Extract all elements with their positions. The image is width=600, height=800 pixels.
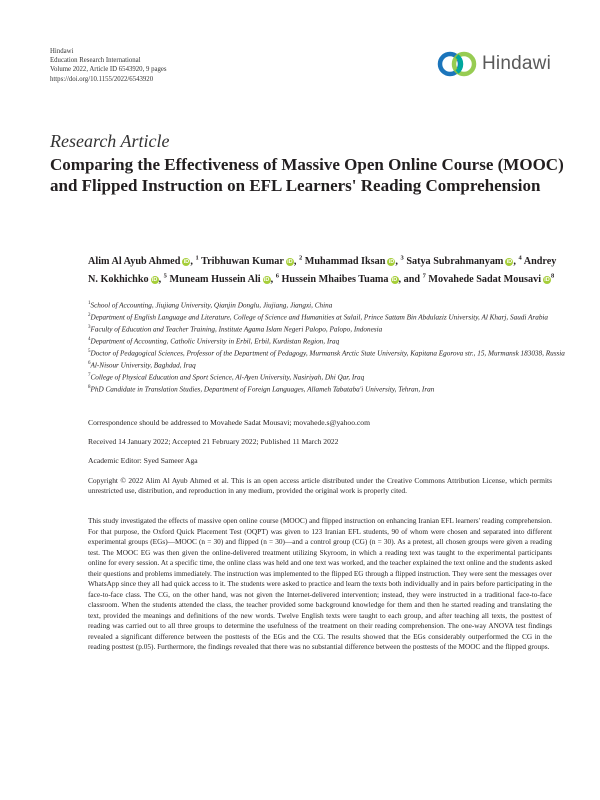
affiliation-text: College of Physical Education and Sport Science, Al-Ayen University, Nasiriyah, Dhi Qar, Iraq [90,373,365,382]
article-type: Research Article [50,131,170,151]
affiliation-number: 6 [88,360,91,366]
abstract: This study investigated the effects of massive open online course (MOOC) and flipped instruction on enhancing Iranian EFL learners' reading comprehension. For that purpose, the Oxford Quick Placement Test (OQPT) was given to 123 Iranian EFL students, 90 of whom were chosen and separated into different experimental groups (EGs)—MOOC (n = 30) and flipped (n = 30)—and a control group (CG) (n = 30). As a pretest, all chosen groups were given a reading test. The MOOC EG was then given the online-delivered treatment utilizing Skyroom, in which a reading text was taught to the experimental participants online for every session. At a specific time, the online class was held and one text was worked, and the teacher explained the text online and the students asked their questions and problems immediately. The instruction was implemented to the flipped EG through a flipped instruction. They were sent the messages over WhatsApp since they all had quick access to it. The students were asked to practice and learn the texts both individually and in pairs before participating in the face-to-face class. The CG, on the other hand, was not given the Internet-delivered intervention; instead, they were instructed in a traditional face-to-face classroom. When the students attended the class, the teacher provided some background knowledge for them and then he started reading and translating the text, provided the meanings and definitions of the new words. Twelve English texts were taught to each group, and after teaching all texts, the posttest of reading was carried out to all three groups to determine the usefulness of the treatment on their reading comprehension. The one-way ANOVA test findings revealed a significant difference between the posttests of the EGs and the CG. The results showed that the EGs considerably outperformed the CG in the reading posttest (p.05). Furthermore, the findings revealed that there was no substantial difference between the posttests of the MOOC and the flipped groups. [88,516,552,651]
author-name-text: Hussein Mhaibes Tuama [281,274,389,286]
author-name [406,256,521,267]
author-name-text: Satya Subrahmanyam [406,256,504,268]
author-separator: , [190,256,196,268]
orcid-icon[interactable]: iD [151,277,158,284]
affiliation-text: PhD Candidate in Translation Studies, Department of Foreign Languages, Allameh Tabataba'i University, Tehran, Iran [90,385,435,394]
author-name-text: Muhammad Iksan [304,256,386,268]
affiliation-item [88,371,568,383]
publication-dates: Received 14 January 2022; Accepted 21 February 2022; Published 11 March 2022 [88,437,339,446]
author-list [88,252,568,288]
doi-link[interactable]: https://doi.org/10.1155/2022/6543920 [50,75,154,83]
author-separator: , [395,256,401,268]
affiliation-text: School of Accounting, Jiujiang University, Qianjin Donglu, Jiujiang, Jiangxi, China [90,301,333,310]
orcid-icon[interactable]: iD [263,277,270,284]
affiliation-number: 8 [88,384,91,390]
affiliation-text: Doctor of Pedagogical Sciences, Professor of the Department of Pedagogy, Murmansk Arctic State University, Kapitana Egorova str., 15, Murmansk 183038, Russia [90,349,565,358]
orcid-icon[interactable]: iD [506,259,513,266]
affiliation-text: Department of English Language and Literature, College of Science and Humanities at Sulail, Prince Sattam Bin Abdulaziz University, Al Kharj, Saudi Arabia [90,313,549,322]
hindawi-logo-text: Hindawi [482,53,551,74]
affiliation-text: Faculty of Education and Teacher Training, Institute Agama Islam Negeri Palopo, Palopo, Indonesia [90,325,383,334]
journal-meta [50,47,167,84]
author-name [428,274,554,285]
orcid-icon[interactable]: iD [287,259,293,266]
author-name-text: Andrey N. Kokhichko [88,256,557,286]
affiliation-number: 3 [88,324,91,330]
author-name [282,274,426,285]
affiliation-item [88,335,568,347]
author-affiliation-number: 6 [275,272,279,280]
affiliation-item [88,383,568,395]
affiliation-item [88,347,568,359]
affiliation-item [88,323,568,335]
author-affiliation-number: 7 [422,272,426,280]
author-name-text: Alim Al Ayub Ahmed [88,256,181,268]
affiliation-item [88,311,568,323]
academic-editor: Academic Editor: Syed Sameer Aga [88,456,198,465]
affiliation-number: 7 [88,372,91,378]
author-name-text: Tribhuwan Kumar [201,256,284,268]
author-name [169,274,278,285]
author-affiliation-number: 2 [298,255,303,262]
correspondence: Correspondence should be addressed to Movahede Sadat Mousavi; movahede.s@yahoo.com [88,418,370,427]
author-separator: , [293,256,299,268]
journal-name: Education Research International [50,57,141,65]
affiliation-text: Al-Nisour University, Baghdad, Iraq [90,361,196,370]
affiliation-number: 5 [88,348,91,354]
volume-info: Volume 2022, Article ID 6543920, 9 pages [50,66,167,74]
affiliation-number: 4 [88,336,91,342]
affiliation-list [88,299,568,395]
author-separator: , [513,256,519,268]
copyright-notice: Copyright © 2022 Alim Al Ayub Ahmed et al. This is an open access article distributed under the Creative Commons Attribution License, which permits unrestricted use, distribution, and reproduction in any medium, provided the original work is properly cited. [88,476,552,496]
author-name-text: Muneam Hussein Ali [169,274,261,286]
affiliation-text: Department of Accounting, Catholic University in Erbil, Erbil, Kurdistan Region, Iraq [90,337,340,346]
orcid-icon[interactable]: iD [183,259,190,266]
affiliation-item [88,299,568,311]
author-name [88,256,199,267]
author-affiliation-number: 5 [163,272,167,280]
publisher-name: Hindawi [50,48,74,55]
orcid-icon[interactable]: iD [391,277,398,284]
author-name [201,256,302,267]
author-separator: , and [398,274,423,286]
author-separator: , [270,274,276,286]
author-affiliation-number: 3 [400,255,404,262]
orcid-icon[interactable]: iD [388,259,395,266]
author-name [305,256,404,267]
author-affiliation-number: 8 [551,272,555,280]
affiliation-number: 1 [88,301,91,306]
author-affiliation-number: 4 [518,255,522,262]
author-name-text: Movahede Sadat Mousavi [428,274,542,286]
affiliation-item [88,359,568,371]
article-title: Comparing the Effectiveness of Massive Open Online Course (MOOC) and Flipped Instruction on EFL Learners' Reading Comprehension [50,155,564,195]
orcid-icon[interactable]: iD [544,277,550,284]
author-affiliation-number: 1 [195,255,199,262]
author-separator: , [158,274,164,286]
affiliation-number: 2 [88,312,91,318]
